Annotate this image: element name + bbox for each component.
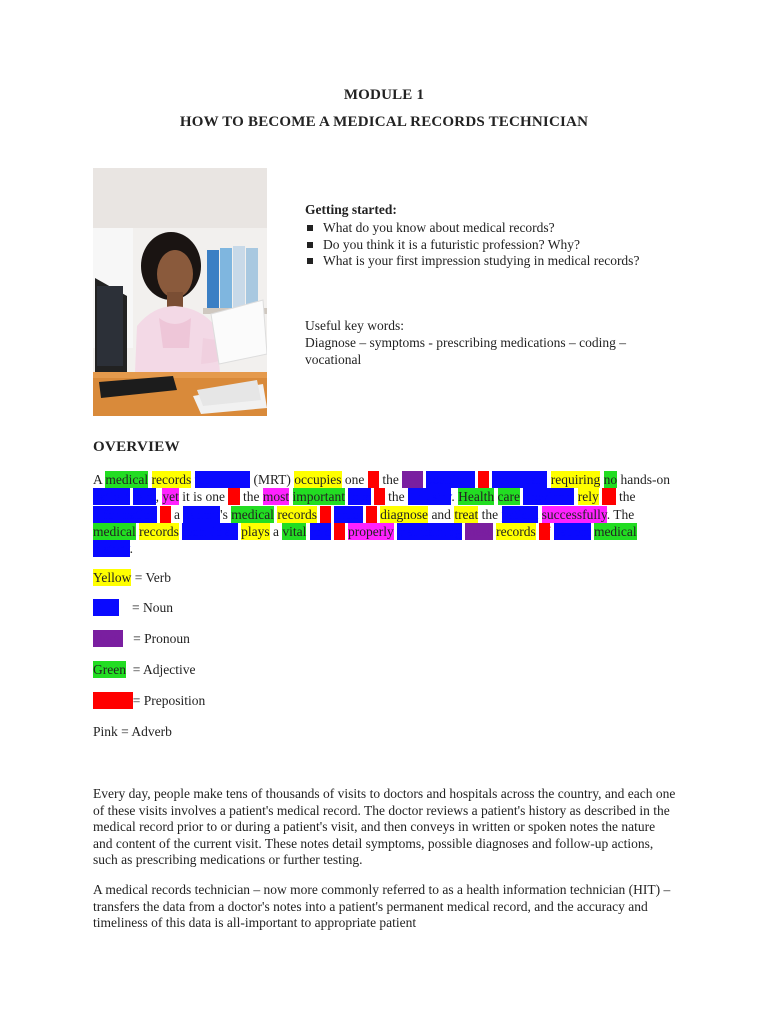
legend-green (93, 662, 195, 678)
highlighted-word: these (464, 523, 493, 539)
paragraph-text: . The (606, 506, 635, 522)
paragraph-text: it is one (178, 489, 229, 505)
legend-meaning: = Verb (131, 570, 172, 585)
office-worker-photo (93, 168, 267, 416)
paragraph-text: , (155, 489, 163, 505)
paragraph-text: the (615, 489, 636, 505)
legend-label: Ungu (93, 631, 123, 646)
highlighted-word: successfully (541, 506, 607, 522)
highlighted-word: medical (93, 523, 136, 539)
paragraph-text (148, 472, 151, 487)
paragraph-text: the (384, 489, 409, 505)
legend-meaning: = Preposition (132, 693, 206, 708)
highlighted-word: care (497, 489, 521, 505)
highlighted-word: medical (231, 506, 274, 522)
keywords-text: Diagnose – symptoms - prescribing medications – coding – vocational (305, 335, 626, 367)
legend-blue (93, 600, 173, 616)
highlighted-word: maintaining (397, 523, 462, 539)
highlighted-word: yet (162, 489, 179, 505)
highlighted-word: role (309, 523, 331, 539)
overview-heading: OVERVIEW (93, 439, 180, 455)
legend-label: Yellow (93, 570, 132, 585)
paragraph-text: a (170, 506, 184, 522)
legend-label: Blue (93, 600, 119, 615)
highlighted-word: history (93, 541, 130, 557)
page-title: HOW TO BECOME A MEDICAL RECORDS TECHNICIAN (179, 114, 589, 130)
highlighted-word: in (374, 489, 385, 505)
paragraph-text: A (93, 472, 106, 487)
highlighted-word: requiring (550, 472, 601, 487)
highlighted-paragraph (93, 471, 676, 557)
highlighted-word: plays (241, 523, 270, 539)
highlighted-word: patient (501, 506, 539, 522)
list-item: Do you think it is a futuristic profession? Why? (305, 237, 650, 254)
legend-label: Pink (93, 724, 118, 739)
highlighted-word: in (160, 506, 171, 522)
body-paragraph-1: Every day, people make tens of thousands of visits to doctors and hospitals across the country, and each one of these visits involves a patient's medical record. The doctor reviews a patient's history as described in the medical record prior to or during a patient's visit, and then conveys in written or spoken notes the nature and content of the current visit. These notes detail symptoms, possible diagnoses and follow-up actions, such as prescribing medications or further testing. (93, 786, 676, 868)
highlighted-word: providers (523, 489, 575, 505)
highlighted-word: of (367, 472, 380, 487)
legend-label: Green (93, 662, 126, 677)
body-paragraph-2: A medical records technician – now more commonly referred to as a health information technician (HIT) – transfers the data from a doctor's notes into a patient's permanent medical record, and the accuracy and timeliness of this data is all-important to appropriate patient (93, 882, 671, 931)
paragraph-text: and (428, 506, 455, 522)
highlighted-word: care (133, 489, 156, 505)
highlighted-word: healthcare (491, 472, 548, 487)
highlighted-word: positions (425, 472, 475, 487)
paragraph-text: hands-on (617, 472, 671, 487)
paragraph-text: one (341, 472, 368, 487)
highlighted-word: medical (105, 472, 149, 487)
highlighted-word: patient (553, 523, 591, 539)
legend-label: Orange (93, 693, 133, 708)
highlighted-word: few (402, 472, 423, 487)
highlighted-word: records (277, 506, 318, 522)
getting-started-list (305, 220, 650, 270)
highlighted-word: in (334, 523, 345, 539)
paragraph-text: (MRT) (250, 472, 295, 487)
highlighted-word: no (603, 472, 618, 487)
highlighted-word: to (366, 506, 377, 522)
paragraph-text: the (239, 489, 263, 505)
paragraph-text: a (269, 523, 283, 539)
highlighted-word: order (334, 506, 363, 522)
keywords-label: Useful key words: (305, 318, 404, 333)
legend-meaning: = Noun (118, 600, 173, 615)
legend-yellow (93, 570, 171, 586)
highlighted-word: medical (593, 523, 637, 539)
highlighted-word: records (151, 472, 192, 487)
paragraph-text (289, 489, 292, 504)
highlighted-word: important (292, 489, 345, 505)
highlighted-word: technician (182, 523, 238, 539)
paragraph-text: 's (220, 506, 232, 522)
highlighted-word: diagnose (380, 506, 429, 522)
paragraph-text: the (379, 472, 403, 487)
highlighted-word: records (496, 523, 536, 539)
highlighted-word: properly (347, 523, 394, 539)
legend-meaning: = Adverb (117, 724, 172, 739)
highlighted-word: information (93, 506, 157, 522)
highlighted-word: jobs (348, 489, 371, 505)
highlighted-word: treat (454, 506, 479, 522)
legend-orange (93, 693, 205, 709)
highlighted-word: patient (93, 489, 130, 505)
legend-meaning: = Pronoun (123, 631, 190, 646)
highlighted-word: industry (408, 489, 452, 505)
highlighted-word: occupies (294, 472, 342, 487)
highlighted-word: in (478, 472, 489, 487)
getting-started-heading: Getting started: (305, 202, 397, 217)
highlighted-word: records (139, 523, 179, 539)
highlighted-word: rely (577, 489, 599, 505)
highlighted-word: of (228, 489, 240, 505)
highlighted-word: in (320, 506, 331, 522)
legend-pink (93, 724, 172, 740)
module-number: MODULE 1 (343, 87, 425, 103)
list-item: What is your first impression studying in medical records? (305, 253, 650, 270)
paragraph-text: the (478, 506, 502, 522)
paragraph-text: . (451, 489, 459, 505)
paragraph-text: . (129, 541, 133, 557)
highlighted-word: patient (183, 506, 221, 522)
highlighted-word: technician (194, 472, 251, 487)
highlighted-word: most (262, 489, 290, 505)
highlighted-word: Health (458, 489, 495, 505)
legend-meaning: = Adjective (125, 662, 196, 677)
legend-purple (93, 631, 190, 647)
highlighted-word: on (602, 489, 616, 505)
highlighted-word: vital (282, 523, 307, 539)
list-item: What do you know about medical records? (305, 220, 650, 237)
highlighted-word: of (539, 523, 551, 539)
